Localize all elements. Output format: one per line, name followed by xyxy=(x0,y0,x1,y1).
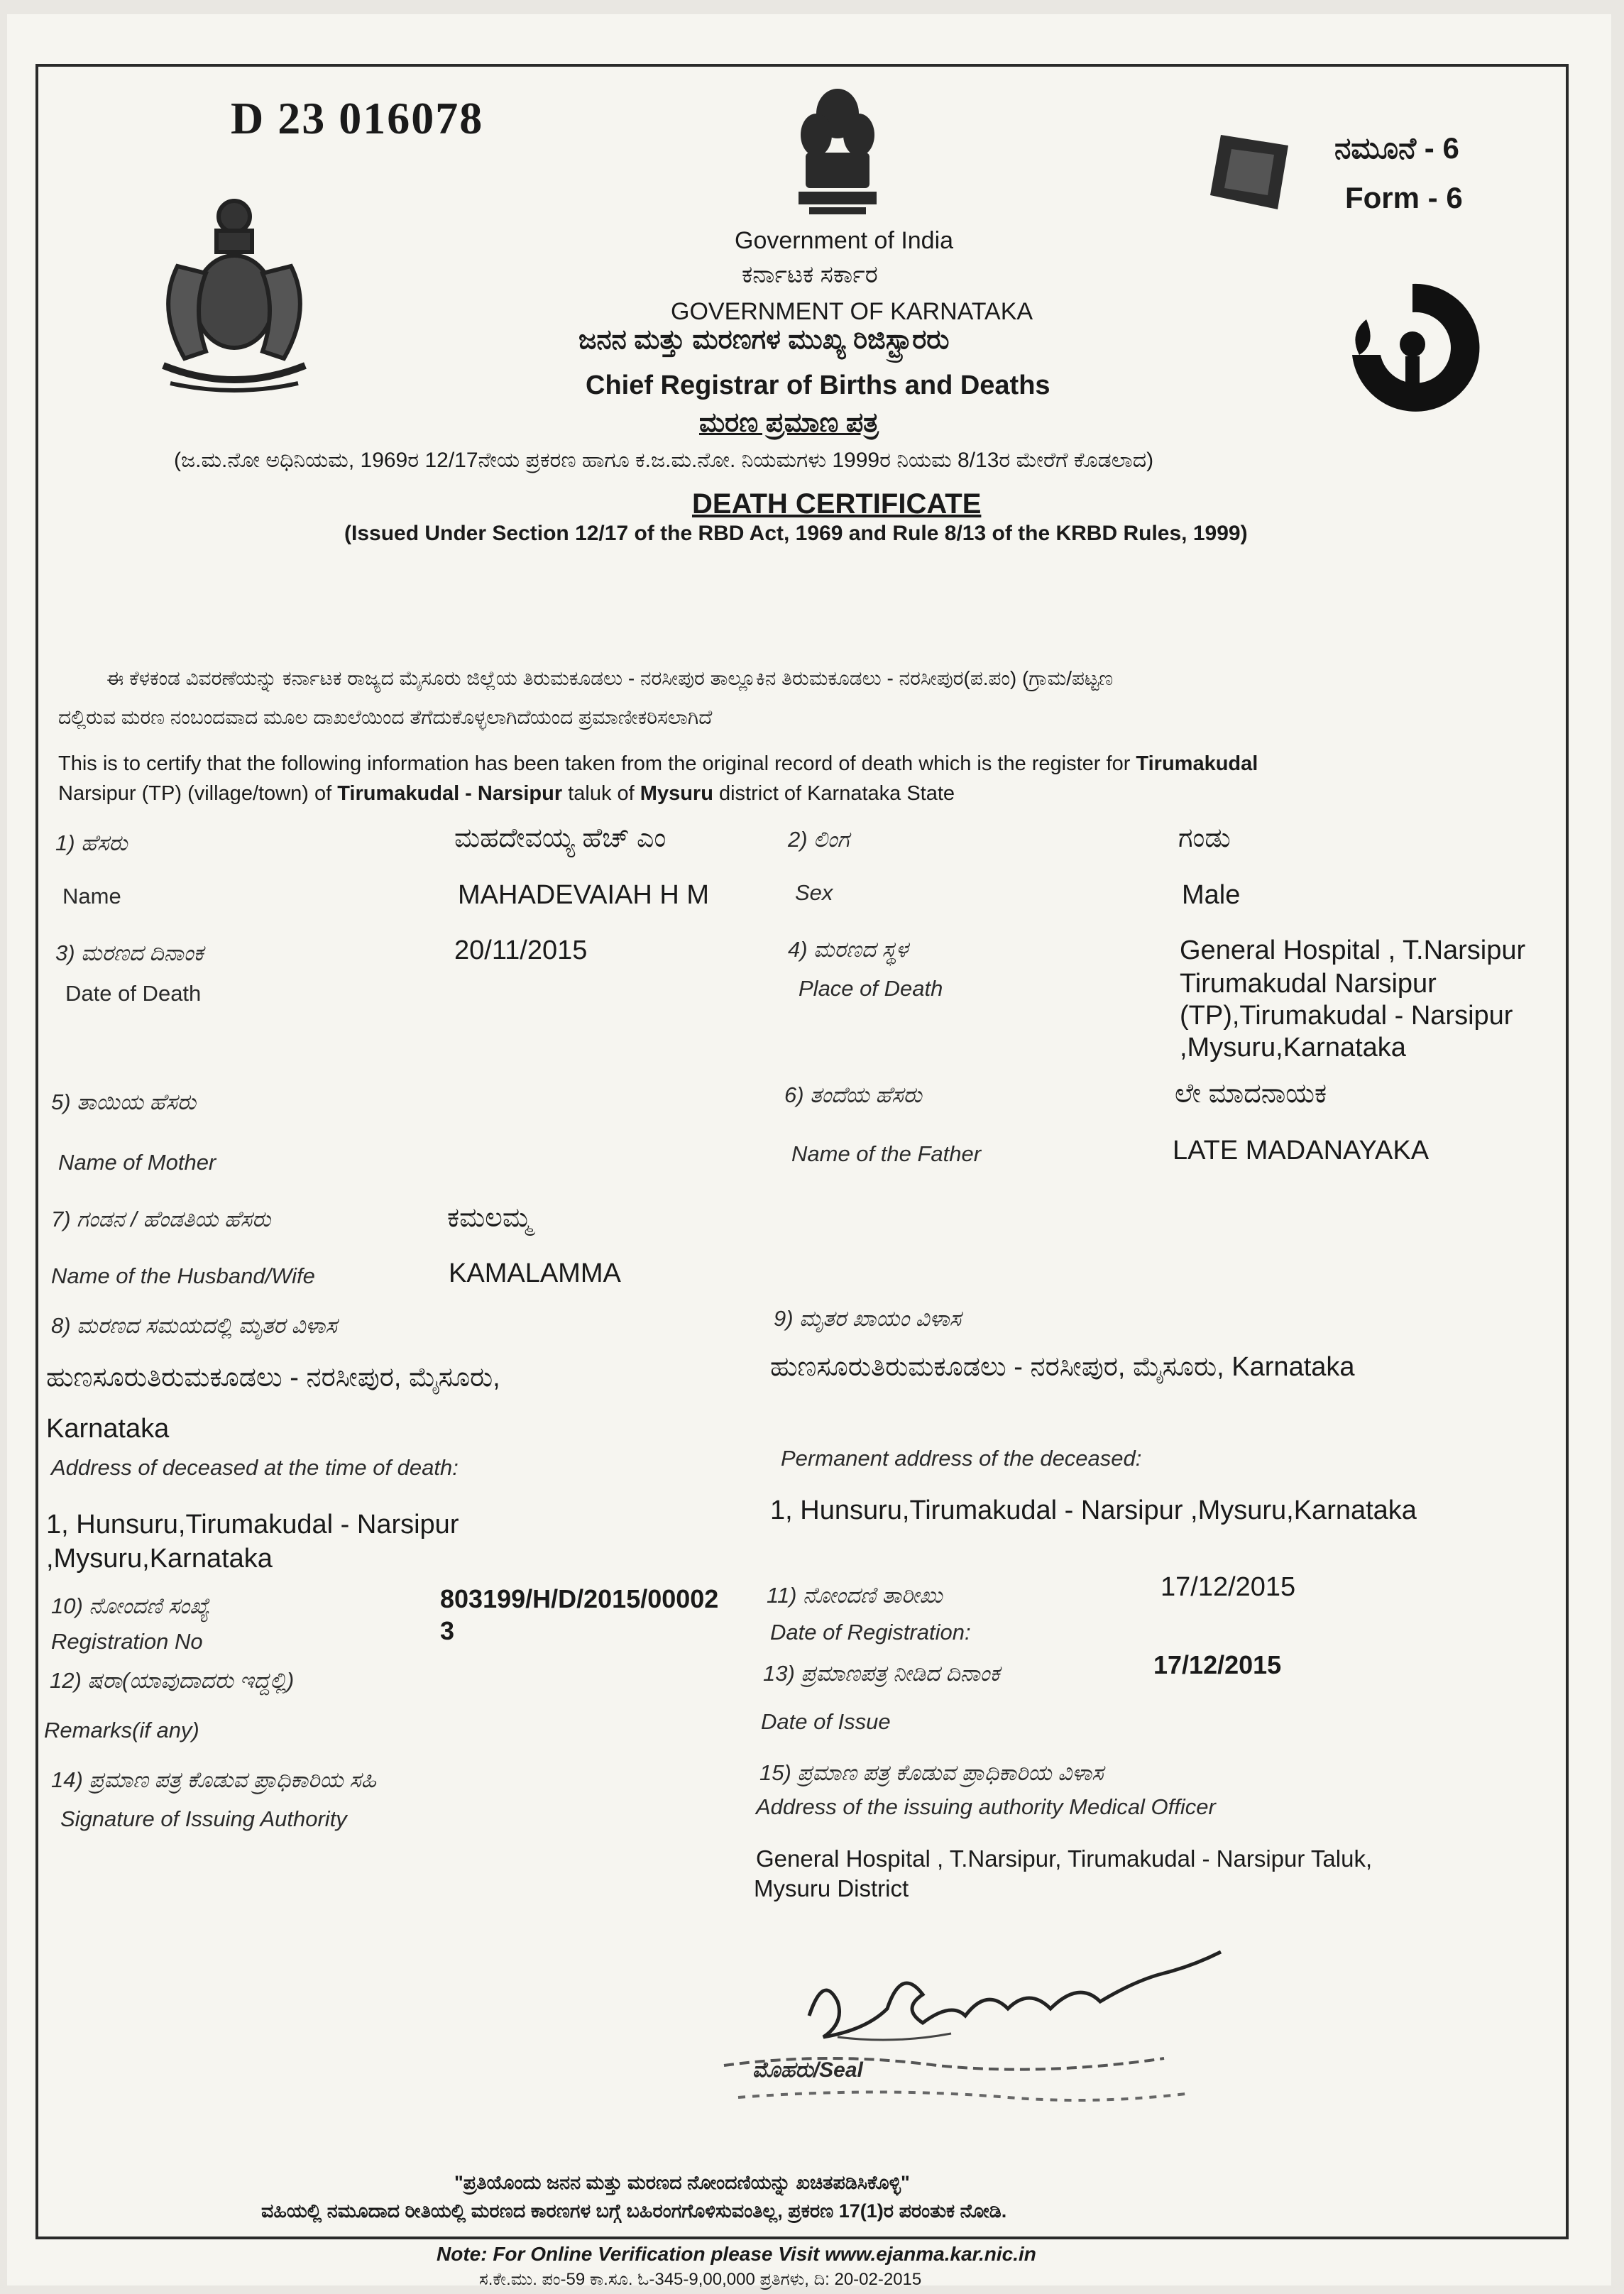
pod-value-4: ,Mysuru,Karnataka xyxy=(1180,1033,1406,1063)
dod-label: Date of Death xyxy=(65,981,202,1006)
ejanma-logo-icon xyxy=(1334,270,1491,412)
name-kannada-value: ಮಹದೇವಯ್ಯ ಹೆಚ್ ಎಂ xyxy=(454,823,666,853)
doi-label: Date of Issue xyxy=(761,1709,891,1734)
father-value: LATE MADANAYAKA xyxy=(1173,1136,1430,1165)
signature-label: Signature of Issuing Authority xyxy=(60,1806,347,1831)
intro-english-1a: This is to certify that the following information has been taken from the original record of death which is the register for xyxy=(58,752,1136,775)
certificate-title: DEATH CERTIFICATE xyxy=(692,488,982,520)
dor-value: 17/12/2015 xyxy=(1161,1572,1296,1602)
doi-value: 17/12/2015 xyxy=(1153,1650,1282,1679)
footer-slogan: "ಪ್ರತಿಯೊಂದು ಜನನ ಮತ್ತು ಮರಣದ ನೋಂದಣಿಯನ್ನು ಖಚಿತಪಡಿಸಿಕೊಳ್ಳಿ" xyxy=(454,2172,910,2193)
header-act-kannada: (ಜ.ಮ.ನೋ ಅಧಿನಿಯಮ, 1969ರ 12/17ನೇಯ ಪ್ರಕರಣ ಹಾಗೂ ಕ.ಜ.ಮ.ನೋ. ನಿಯಮಗಳು 1999ರ ನಿಯಮ 8/13ರ ಮೇರೆಗೆ ಕೊಡಲಾದ) xyxy=(174,449,1154,472)
name-label: Name xyxy=(62,884,121,909)
remarks-label-kannada: 12) ಷರಾ(ಯಾವುದಾದರು ಇದ್ದಲ್ಲಿ) xyxy=(50,1668,295,1693)
reg-label-kannada: 10) ನೋಂದಣಿ ಸಂಖ್ಯೆ xyxy=(51,1593,210,1618)
header-gok-kannada: ಕರ್ನಾಟಕ ಸರ್ಕಾರ xyxy=(742,261,878,288)
spouse-label: Name of the Husband/Wife xyxy=(51,1263,315,1288)
footer-print-info: ಸ.ಕೇ.ಮು. ಪಂ-59 ಕಾ.ಸೂ. ಓ-345-9,00,000 ಪ್ರತಿಗಳು, ದಿ: 20-02-2015 xyxy=(479,2270,922,2289)
hologram-sticker-icon xyxy=(1207,128,1292,213)
authority-label: Address of the issuing authority Medical Officer xyxy=(756,1794,1216,1819)
remarks-label: Remarks(if any) xyxy=(44,1718,199,1743)
permanent-address-label: Permanent address of the deceased: xyxy=(781,1446,1142,1471)
intro-english-1b: Tirumakudal xyxy=(1136,752,1258,775)
header-title-kannada: ಮರಣ ಪ್ರಮಾಣ ಪತ್ರ xyxy=(699,408,879,438)
spouse-kannada-value: ಕಮಲಮ್ಮ xyxy=(447,1203,532,1233)
address-label: Address of deceased at the time of death: xyxy=(51,1455,459,1480)
spouse-label-kannada: 7) ಗಂಡನ / ಹೆಂಡತಿಯ ಹೆಸರು xyxy=(51,1207,271,1231)
reg-label: Registration No xyxy=(51,1629,203,1654)
intro-english-2d: taluk of xyxy=(562,782,640,805)
name-value: MAHADEVAIAH H M xyxy=(458,880,710,910)
intro-kannada-2: ದಲ್ಲಿರುವ ಮರಣ ನಂಬಂದವಾದ ಮೂಲ ದಾಖಲೆಯಿಂದ ತೆಗೆದುಕೊಳ್ಳಲಾಗಿದೆಯಂದ ಪ್ರಮಾಣೀಕರಿಸಲಾಗಿದೆ xyxy=(58,706,713,728)
header-registrar-kannada: ಜನನ ಮತ್ತು ಮರಣಗಳ ಮುಖ್ಯ ರಿಜಿಸ್ಟ್ರಾರರು xyxy=(578,325,950,355)
header-registrar: Chief Registrar of Births and Deaths xyxy=(586,371,1050,400)
permanent-address-value: 1, Hunsuru,Tirumakudal - Narsipur ,Mysuru,Karnataka xyxy=(770,1496,1417,1525)
form-number-kannada: ನಮೂನೆ - 6 xyxy=(1334,131,1459,165)
address-label-kannada: 8) ಮರಣದ ಸಮಯದಲ್ಲಿ ಮೃತರ ವಿಳಾಸ xyxy=(51,1313,337,1338)
signature-label-kannada: 14) ಪ್ರಮಾಣ ಪತ್ರ ಕೊಡುವ ಪ್ರಾಧಿಕಾರಿಯ ಸಹಿ xyxy=(51,1767,377,1792)
permanent-address-kannada-value: ಹುಣಸೂರುತಿರುಮಕೂಡಲು - ನರಸೀಪುರ, ಮೈಸೂರು, Karnataka xyxy=(770,1352,1355,1382)
father-label: Name of the Father xyxy=(791,1141,982,1166)
pod-value-3: (TP),Tirumakudal - Narsipur xyxy=(1180,1001,1513,1031)
father-kannada-value: ಲೇ ಮಾದನಾಯಕ xyxy=(1175,1079,1327,1109)
dod-value: 20/11/2015 xyxy=(454,935,588,965)
authority-label-kannada: 15) ಪ್ರಮಾಣ ಪತ್ರ ಕೊಡುವ ಪ್ರಾಧಿಕಾರಿಯ ವಿಳಾಸ xyxy=(759,1760,1104,1785)
authority-value-1: General Hospital , T.Narsipur, Tirumakudal - Narsipur Taluk, xyxy=(756,1845,1373,1872)
reg-value-1: 803199/H/D/2015/00002 xyxy=(440,1584,719,1613)
header-act: (Issued Under Section 12/17 of the RBD Act, 1969 and Rule 8/13 of the KRBD Rules, 1999) xyxy=(344,522,1248,545)
footer-legal: ವಹಿಯಲ್ಲಿ ನಮೂದಾದ ರೀತಿಯಲ್ಲಿ ಮರಣದ ಕಾರಣಗಳ ಬಗ್ಗೆ ಬಹಿರಂಗಗೊಳಿಸುವಂತಿಲ್ಲ, ಪ್ರಕರಣ 17(1)ರ ಪರಂತುಕ ನೋಡಿ. xyxy=(261,2200,1007,2222)
address-value-2: ,Mysuru,Karnataka xyxy=(46,1544,273,1574)
seal-label: ಮೊಹರು/Seal xyxy=(752,2058,863,2082)
sex-kannada-value: ಗಂಡು xyxy=(1178,823,1231,853)
intro-english-2f: district of Karnataka State xyxy=(713,782,955,805)
spouse-value: KAMALAMMA xyxy=(449,1258,621,1288)
intro-english-1 xyxy=(58,752,1258,776)
footer-note: Note: For Online Verification please Visit www.ejanma.kar.nic.in xyxy=(437,2243,1036,2265)
address-kannada-value-2: Karnataka xyxy=(46,1414,170,1444)
form-number: Form - 6 xyxy=(1345,181,1463,214)
dod-label-kannada: 3) ಮರಣದ ದಿನಾಂಕ xyxy=(55,940,204,965)
mother-label-kannada: 5) ತಾಯಿಯ ಹೆಸರು xyxy=(51,1090,197,1114)
sex-label: Sex xyxy=(795,880,833,905)
address-value-1: 1, Hunsuru,Tirumakudal - Narsipur xyxy=(46,1510,459,1540)
intro-kannada-1: ಈ ಕೆಳಕಂಡ ವಿವರಣೆಯನ್ನು ಕರ್ನಾಟಕ ರಾಜ್ಯದ ಮೈಸೂರು ಜಿಲ್ಲೆಯ ತಿರುಮಕೂಡಲು - ನರಸೀಪುರ ತಾಲ್ಲೂಕಿನ ತಿರುಮಕೂಡಲು - ನರಸೀಪುರ(ಪ.ಪಂ) (ಗ್ರಾಮ/ಪಟ್ಟಣ xyxy=(106,667,1114,689)
sex-label-kannada: 2) ಲಿಂಗ xyxy=(788,827,850,852)
pod-label-kannada: 4) ಮರಣದ ಸ್ಥಳ xyxy=(788,937,909,962)
pod-label: Place of Death xyxy=(799,976,943,1001)
father-label-kannada: 6) ತಂದೆಯ ಹೆಸರು xyxy=(784,1082,922,1107)
name-label-kannada: 1) ಹೆಸರು xyxy=(55,830,128,855)
mother-label: Name of Mother xyxy=(58,1150,216,1175)
serial-number: D 23 016078 xyxy=(231,93,484,143)
sex-value: Male xyxy=(1182,880,1241,910)
dor-label: Date of Registration: xyxy=(770,1620,971,1645)
ashoka-emblem-icon xyxy=(795,85,880,227)
pod-value-2: Tirumakudal Narsipur xyxy=(1180,969,1437,999)
address-kannada-value-1: ಹುಣಸೂರುತಿರುಮಕೂಡಲು - ನರಸೀಪುರ, ಮೈಸೂರು, xyxy=(46,1363,500,1393)
pod-value-1: General Hospital , T.Narsipur xyxy=(1180,935,1526,965)
intro-english-2b: (village/town) of xyxy=(182,782,338,805)
reg-value-2: 3 xyxy=(440,1616,455,1645)
dor-label-kannada: 11) ನೋಂದಣಿ ತಾರೀಖು xyxy=(767,1583,943,1608)
permanent-address-label-kannada: 9) ಮೃತರ ಖಾಯಂ ವಿಳಾಸ xyxy=(774,1306,962,1331)
doi-label-kannada: 13) ಪ್ರಮಾಣಪತ್ರ ನೀಡಿದ ದಿನಾಂಕ xyxy=(763,1661,1000,1686)
authority-value-2: Mysuru District xyxy=(754,1875,909,1901)
header-goi: Government of India xyxy=(735,227,954,254)
intro-english-2c: Tirumakudal - Narsipur xyxy=(337,782,563,805)
intro-english-2e: Mysuru xyxy=(640,782,713,805)
intro-english-2 xyxy=(58,782,955,806)
seal-stamp xyxy=(710,2037,1249,2129)
intro-english-2a: Narsipur (TP) xyxy=(58,782,182,805)
karnataka-emblem-icon xyxy=(149,188,319,394)
header-gok: GOVERNMENT OF KARNATAKA xyxy=(671,298,1033,325)
